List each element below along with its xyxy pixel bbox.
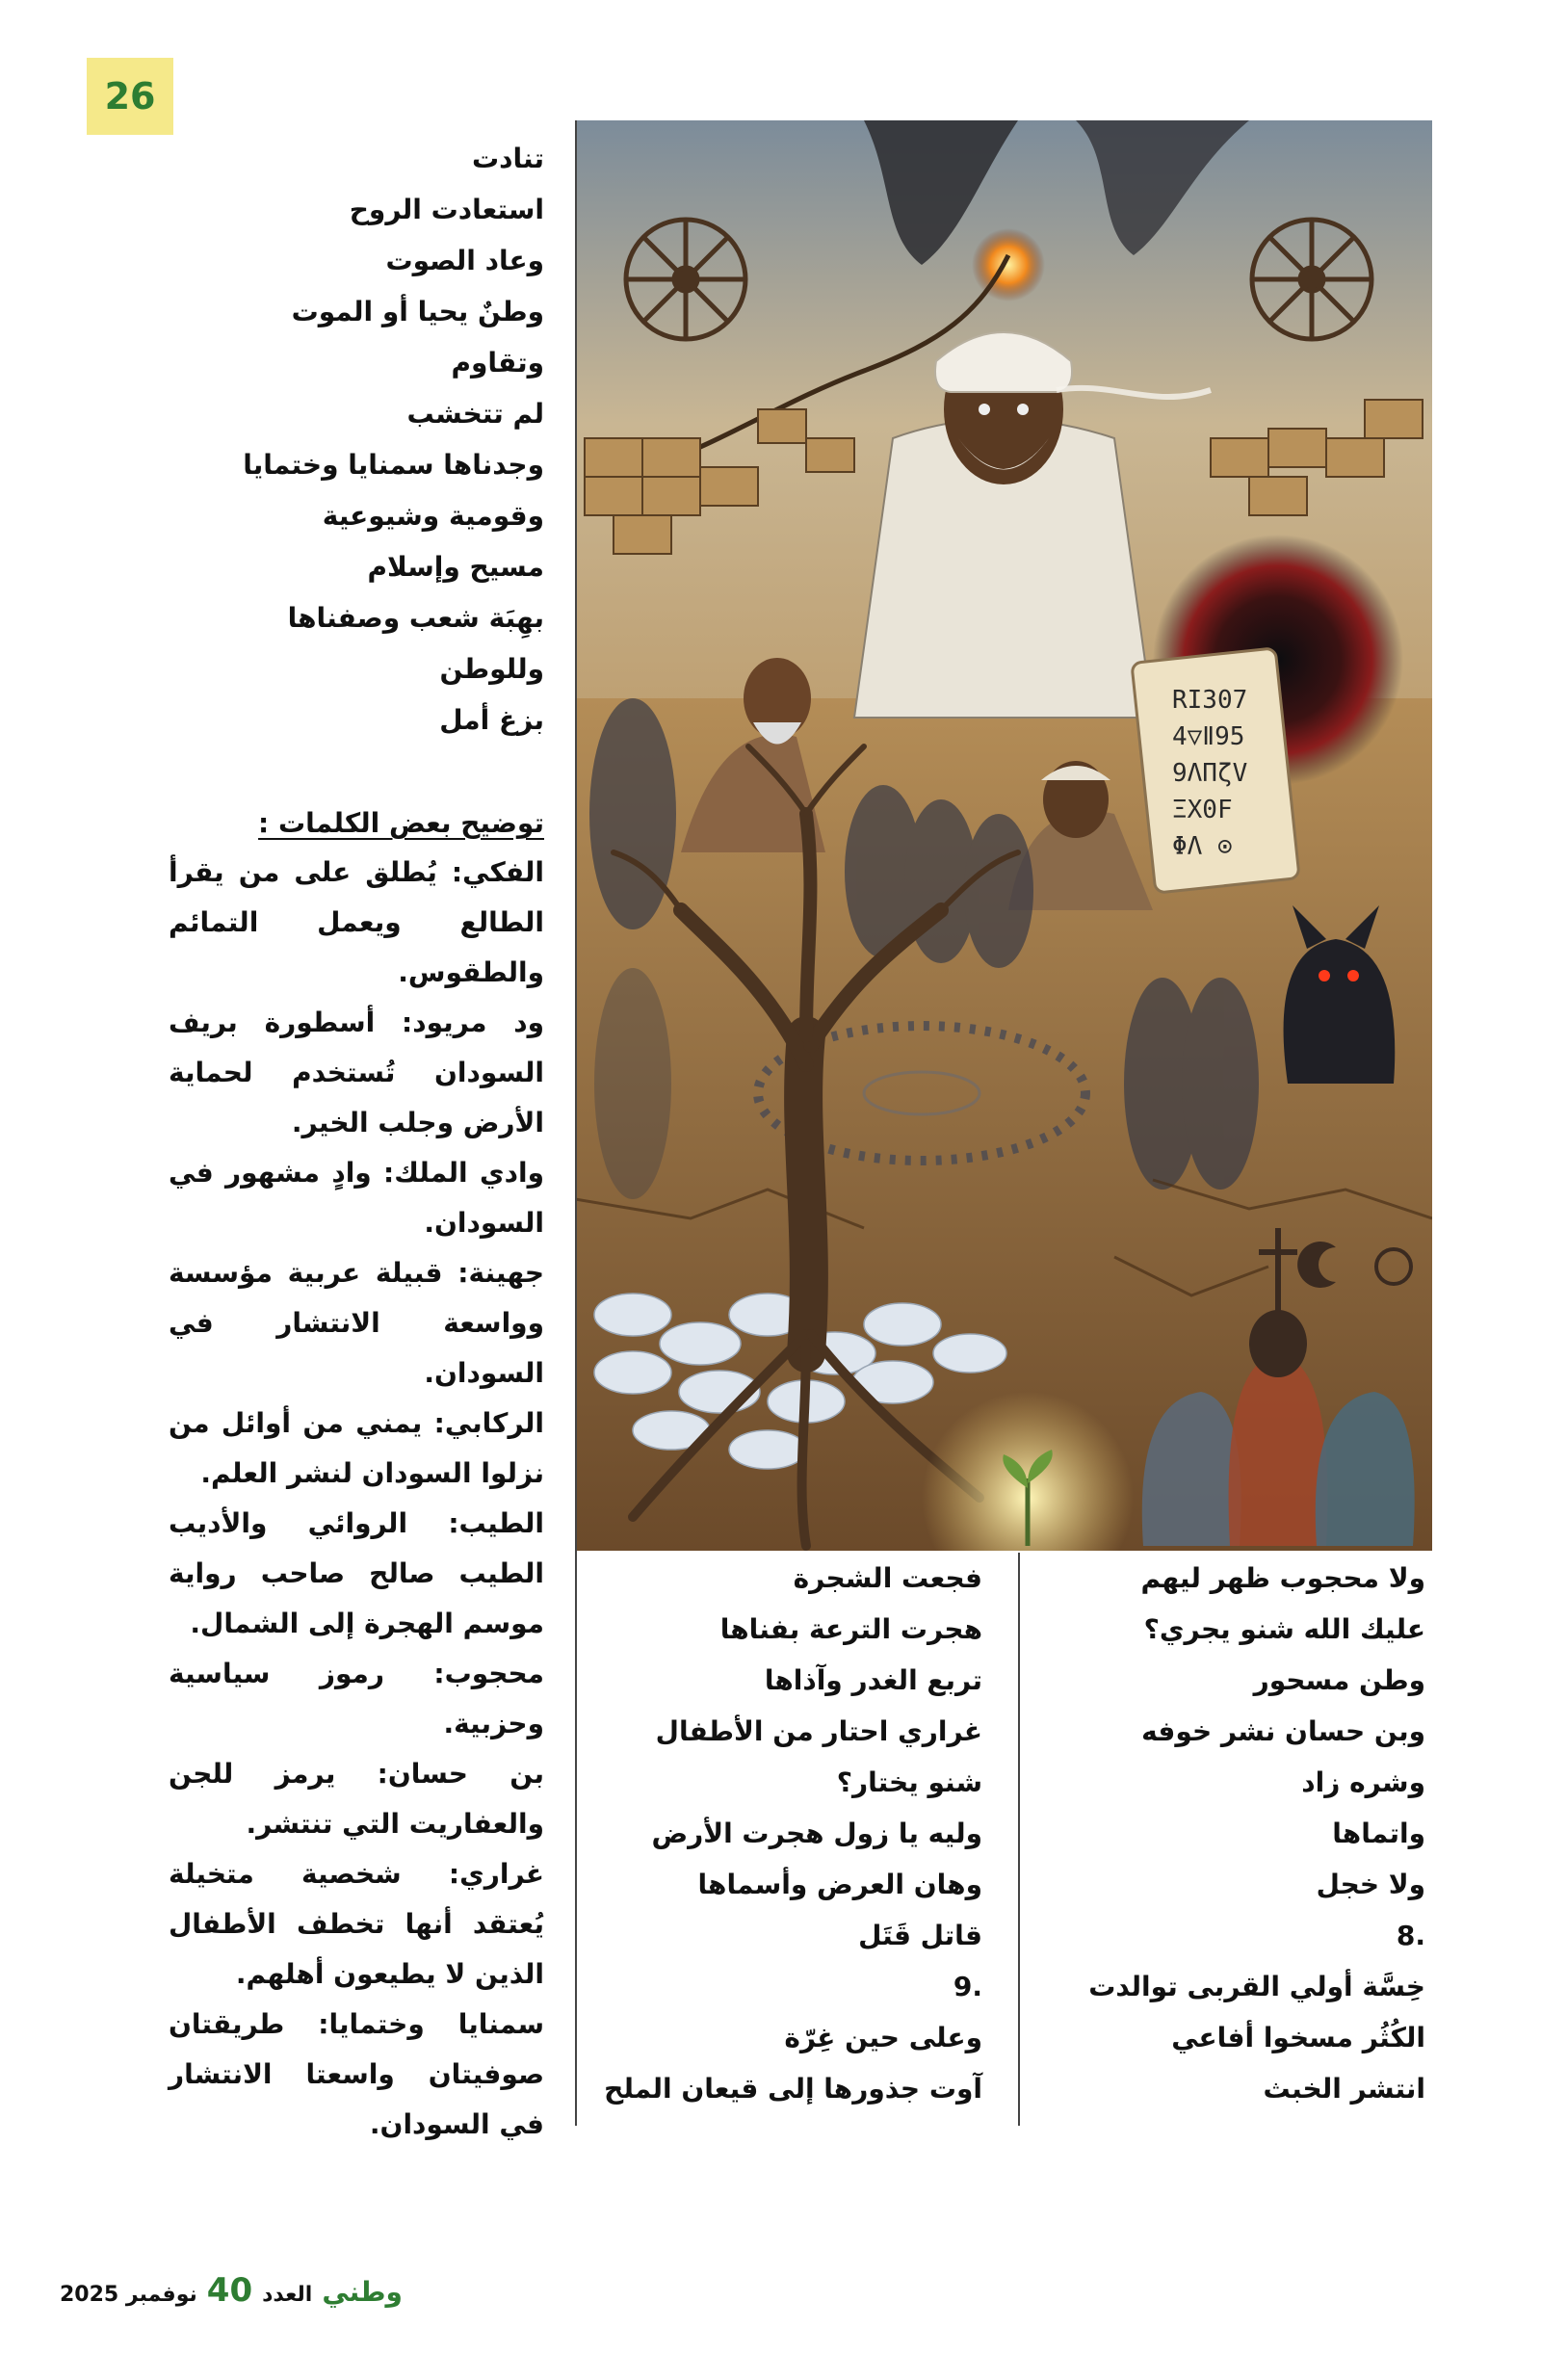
poem-middle-stanza: [578, 1553, 982, 2114]
poem-line: وهان العرض وأسماها: [697, 1869, 982, 1900]
poem-line: بزغ أمل: [439, 704, 544, 736]
poem-line: وبن حسان نشر خوفه: [1141, 1715, 1425, 1747]
glossary-entry: وادي الملك: وادٍ مشهور في السودان.: [169, 1157, 544, 1239]
stanza-number: .8: [1396, 1920, 1425, 1951]
poem-line: وليه يا زول هجرت الأرض: [651, 1818, 982, 1849]
poem-line: استعادت الروح: [349, 194, 544, 225]
poem-line: واتماها: [1332, 1818, 1425, 1849]
scroll-text-line: 4▽Ⅱ95: [1172, 722, 1245, 751]
poem-line: وجدناها سمنايا وختمايا: [243, 449, 544, 481]
poem-line: تربع الغدر وآذاها: [764, 1664, 982, 1696]
glossary-entry: الفكي: يُطلق على من يقرأ الطالع ويعمل التمائم والطقوس.: [169, 856, 544, 988]
page-number: 26: [87, 58, 173, 135]
scroll-icon: [1132, 648, 1299, 893]
poem-line: مسيح وإسلام: [367, 551, 544, 583]
poem-line: ولا محجوب ظهر ليهم: [1140, 1562, 1425, 1594]
glossary-entry: محجوب: رموز سياسية وحزبية.: [169, 1658, 544, 1739]
poem-line: وطن مسحور: [1253, 1664, 1425, 1696]
column-divider: [575, 120, 577, 2126]
water-wheel-icon: [1252, 220, 1371, 339]
glossary-entry: الطيب: الروائي والأديب الطيب صالح صاحب رواية موسم الهجرة إلى الشمال.: [169, 1507, 544, 1639]
scroll-text-line: ΞΧ0F: [1172, 796, 1233, 824]
poem-line: ولا خجل: [1316, 1869, 1425, 1900]
footer: [60, 2271, 403, 2310]
glossary-title: توضيح بعض الكلمات :: [258, 807, 544, 839]
poem-line: وللوطن: [439, 653, 544, 685]
poem-line: هجرت الترعة بفناها: [719, 1613, 982, 1645]
poem-line: وقومية وشيوعية: [322, 500, 544, 532]
poem-line: وعاد الصوت: [385, 245, 544, 276]
issue-label: العدد: [262, 2283, 313, 2307]
poem-line: وتقاوم: [451, 347, 544, 379]
scroll-text-line: ΦΛ ⊙: [1172, 832, 1233, 861]
poem-line: غراري احتار من الأطفال: [655, 1715, 982, 1747]
poem-line: شنو يختار؟: [836, 1766, 982, 1798]
poem-line: وعلى حين غِرّة: [784, 2022, 982, 2053]
poem-top-stanza: [140, 133, 544, 745]
scroll-text-line: RI307: [1172, 686, 1248, 715]
water-wheel-icon: [626, 220, 745, 339]
glossary-entry: الركابي: يمني من أوائل من نزلوا السودان لنشر العلم.: [169, 1407, 544, 1489]
glossary-entry: ود مريود: أسطورة بريف السودان تُستخدم لحماية الأرض وجلب الخير.: [169, 1007, 544, 1138]
glossary-entry: بن حسان: يرمز للجن والعفاريت التي تنتشر.: [169, 1758, 544, 1840]
poem-line: آوت جذورها إلى قيعان الملح: [604, 2073, 982, 2105]
glossary-entry: جهينة: قبيلة عربية مؤسسة وواسعة الانتشار في السودان.: [169, 1257, 544, 1389]
fire-icon: [972, 228, 1045, 301]
scroll-text-line: 9ΛΠζV: [1172, 759, 1248, 788]
issue-number: 40: [206, 2271, 253, 2310]
poem-line: وطنٌ يحيا أو الموت: [291, 296, 544, 327]
magazine-brand: وطني: [322, 2276, 403, 2308]
poem-line: تنادت: [472, 143, 544, 174]
column-divider: [1018, 1553, 1020, 2126]
poem-line: قاتل قَتَل: [858, 1920, 982, 1951]
poem-line: لم تتخشب: [406, 398, 544, 430]
poem-line: وشره زاد: [1301, 1766, 1425, 1798]
poem-line: عليك الله شنو يجري؟: [1143, 1613, 1425, 1645]
illustration: [575, 120, 1432, 1551]
poem-line: فجعت الشجرة: [793, 1562, 982, 1594]
glossary: [169, 848, 544, 2150]
poem-line: خِسَّة أولي القربى توالدت: [1088, 1971, 1425, 2002]
poem-line: الكُثُر مسخوا أفاعي: [1171, 2022, 1425, 2053]
glossary-entry: غراري: شخصية متخيلة يُعتقد أنها تخطف الأطفال الذين لا يطيعون أهلهم.: [169, 1858, 544, 1990]
glossary-entry: سمنايا وختمايا: طريقتان صوفيتان واسعتا الانتشار في السودان.: [169, 2008, 544, 2140]
issue-date: نوفمبر 2025: [60, 2283, 197, 2307]
poem-right-stanza: [1021, 1553, 1425, 2114]
stanza-number: .9: [953, 1971, 982, 2002]
poem-line: انتشر الخبث: [1263, 2073, 1425, 2105]
poem-line: بهِبَة شعب وصفناها: [287, 602, 544, 634]
